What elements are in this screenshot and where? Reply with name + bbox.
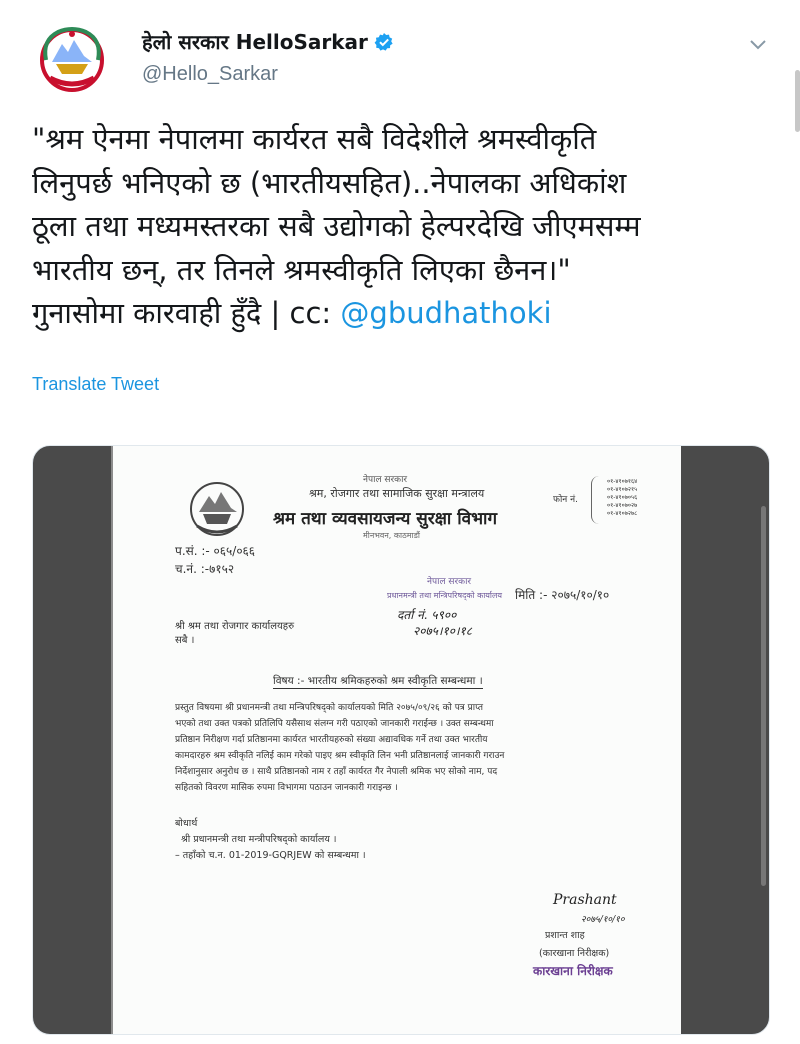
dispatch-number: च.नं. :-७१५२ (175, 562, 235, 576)
phone-brace (591, 476, 606, 524)
display-name-row[interactable] (142, 28, 394, 55)
chevron-down-icon[interactable] (748, 34, 768, 54)
gov-label: नेपाल सरकार (363, 475, 408, 485)
reference-number: प.सं. :- ०६५/०६६ (175, 544, 256, 558)
recipient-line1: श्री श्रम तथा रोजगार कार्यालयहरु (175, 621, 295, 632)
tweet-text (32, 118, 772, 336)
page-scrollbar[interactable] (795, 70, 800, 132)
verified-badge-icon (374, 32, 394, 52)
cc-line2: – तहाँको च.न. 01-2019-GQRJEW को सम्बन्धमा । (175, 850, 366, 861)
signer-title: (कारखाना निरीक्षक) (539, 948, 610, 959)
phone-number: ०१-४१०७२७८ (607, 510, 638, 517)
letter-document (113, 446, 681, 1034)
received-stamp-date: २०७५।१०।१८ (413, 624, 473, 638)
mention-link[interactable]: @gbudhathoki (340, 296, 552, 330)
letter-subject: विषय :- भारतीय श्रमिकहरुको श्रम स्वीकृति सम्बन्धमा । (273, 675, 483, 687)
signer-stamp: कारखाना निरीक्षक (533, 964, 613, 978)
phone-number: ०१-४१०७१६४ (607, 478, 638, 485)
avatar[interactable] (32, 20, 112, 100)
recipient-line2: सबै । (175, 635, 195, 646)
phone-number: ०१-४१०७०५६ (607, 494, 638, 501)
phone-label: फोन नं. (553, 495, 578, 505)
received-stamp-line2: प्रधानमन्त्री तथा मन्त्रिपरिषद्को कार्यालय (387, 591, 503, 600)
ministry-name: श्रम, रोजगार तथा सामाजिक सुरक्षा मन्त्रालय (309, 487, 485, 500)
tweet-body: "श्रम ऐनमा नेपालमा कार्यरत सबै विदेशीले श्रमस्वीकृति लिनुपर्छ भनिएको छ (भारतीयसहित)..नेपालका अधिकांश ठूला तथा मध्यमस्तरका सबै उद्योगको हेल्परदेखि जीएमसम्म भारतीय छन्, तर तिनले श्रमस्वीकृति लिएका छैनन।" गुनासोमा कारवाही हुँदै | cc: (32, 122, 641, 330)
tweet-image[interactable] (32, 445, 770, 1035)
signature: Prashant (553, 892, 617, 908)
tweet-header (32, 18, 776, 98)
letter-date: मिति :- २०७५/१०/१० (515, 588, 610, 602)
signer-name: प्रशान्त शाह (545, 930, 585, 941)
phone-numbers (607, 478, 637, 518)
phone-number: ०१-४१०७०२७ (607, 502, 638, 509)
phone-number: ०१-४१०७२१५ (607, 486, 638, 493)
image-scrollbar (761, 506, 766, 886)
display-name[interactable]: हेलो सरकार HelloSarkar (142, 30, 368, 54)
government-emblem-icon (185, 478, 249, 540)
user-handle[interactable]: @Hello_Sarkar (142, 63, 278, 85)
cc-line1: श्री प्रधानमन्त्री तथा मन्त्रीपरिषद्को कार्यालय । (181, 834, 337, 845)
cc-label: बोधार्थ (175, 818, 198, 829)
office-location: मीनभवन, काठमाडौं (363, 531, 420, 540)
letter-body: प्रस्तुत विषयमा श्री प्रधानमन्त्री तथा मन्त्रिपरिषद्को कार्यालयको मिति २०७५/०९/२६ को पत्र प्राप्त भएको तथा उक्त पत्रको प्रतिलिपि यसैसाथ संलग्न गरी पठाएको जानकारी गराईन्छ । उक्त सम्बन्धमा प्रतिष्ठान निरीक्षण गर्दा प्रतिष्ठानमा कार्यरत भारतीयहरुको संख्या अद्यावधिक गर्ने तथा उक्त भारतीय कामदारहरु श्रम स्वीकृति नलिई काम गरेको पाइए श्रम स्वीकृति लिन भनी प्रतिष्ठानलाई जानकारी गराउन निर्देशानुसार अनुरोध छ । साथै प्रतिष्ठानको नाम र तहाँ कार्यरत गैर नेपाली श्रमिक भए सोको नाम, पद सहितको विवरण मासिक रुपमा विभागमा पठाउन जानकारी गराइन्छ । (175, 703, 505, 793)
signature-date: २०७५/१०/१० (581, 915, 625, 925)
received-stamp-line1: नेपाल सरकार (427, 577, 472, 587)
received-stamp-number: दर्ता नं. ५९०० (397, 608, 457, 622)
translate-tweet-link[interactable]: Translate Tweet (32, 374, 160, 394)
nepal-emblem-logo (32, 20, 112, 100)
department-name: श्रम तथा व्यवसायजन्य सुरक्षा विभाग (273, 509, 498, 529)
